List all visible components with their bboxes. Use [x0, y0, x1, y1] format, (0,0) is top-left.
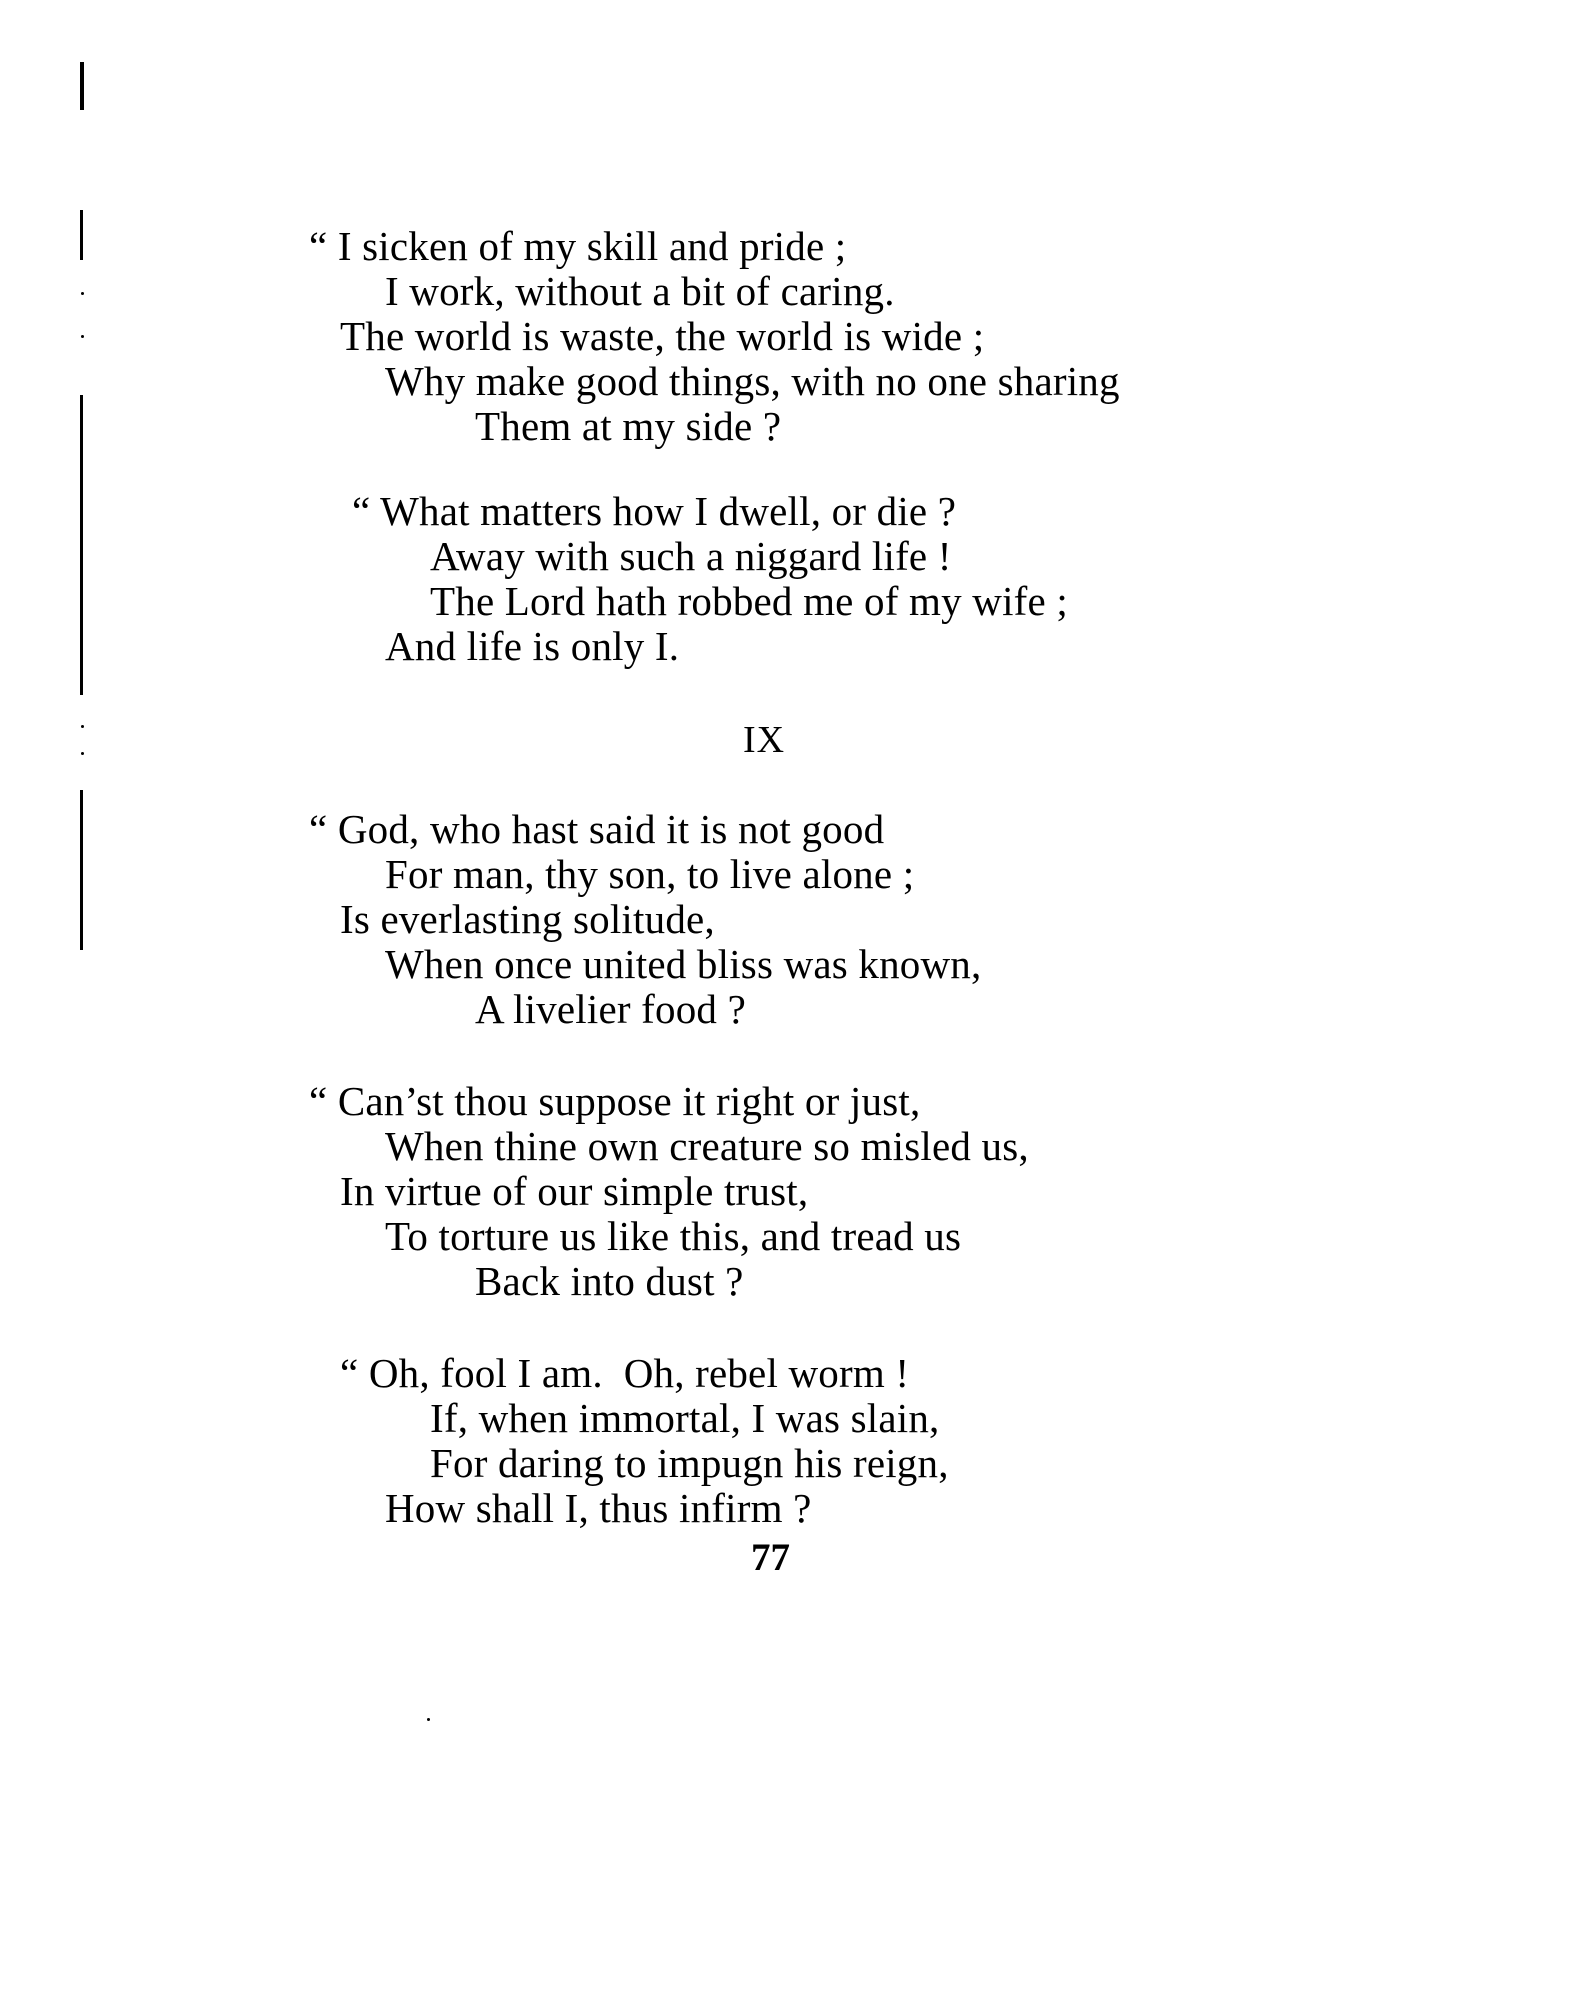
poem-line: How shall I, thus infirm ?: [385, 1485, 812, 1531]
section-heading: IX: [743, 719, 786, 761]
poem-line: “ I sicken of my skill and pride ;: [309, 223, 847, 269]
poem-line: And life is only I.: [385, 623, 680, 669]
poem-line: When once united bliss was known,: [385, 941, 982, 987]
margin-speck: [81, 335, 84, 338]
margin-speck: [81, 292, 84, 295]
poem-line: Back into dust ?: [475, 1258, 744, 1304]
margin-mark: [80, 210, 83, 260]
margin-mark: [80, 395, 83, 695]
poem-line: “ Can’st thou suppose it right or just,: [309, 1078, 921, 1124]
page-speck: [427, 1718, 430, 1721]
page-number: 77: [751, 1536, 790, 1579]
poem-line: The world is waste, the world is wide ;: [340, 313, 985, 359]
poem-line: Away with such a niggard life !: [430, 533, 952, 579]
margin-mark: [80, 62, 84, 110]
margin-mark: [80, 790, 83, 950]
poem-line: “ What matters how I dwell, or die ?: [352, 488, 957, 534]
poem-line: Is everlasting solitude,: [340, 896, 715, 942]
poem-line: In virtue of our simple trust,: [340, 1168, 809, 1214]
poem-line: When thine own creature so misled us,: [385, 1123, 1029, 1169]
poem-line: For man, thy son, to live alone ;: [385, 851, 915, 897]
poem-line: Why make good things, with no one sharing: [385, 358, 1120, 404]
poem-line: For daring to impugn his reign,: [430, 1440, 949, 1486]
poem-line: “ Oh, fool I am. Oh, rebel worm !: [340, 1350, 910, 1396]
poem-line: If, when immortal, I was slain,: [430, 1395, 940, 1441]
poem-line: “ God, who hast said it is not good: [309, 806, 885, 852]
poem-line: To torture us like this, and tread us: [385, 1213, 962, 1259]
poem-line: The Lord hath robbed me of my wife ;: [430, 578, 1068, 624]
poem-line: Them at my side ?: [475, 403, 782, 449]
poem-line: I work, without a bit of caring.: [385, 268, 895, 314]
poem-line: A livelier food ?: [475, 986, 746, 1032]
margin-speck: [81, 725, 84, 728]
margin-speck: [81, 752, 84, 755]
